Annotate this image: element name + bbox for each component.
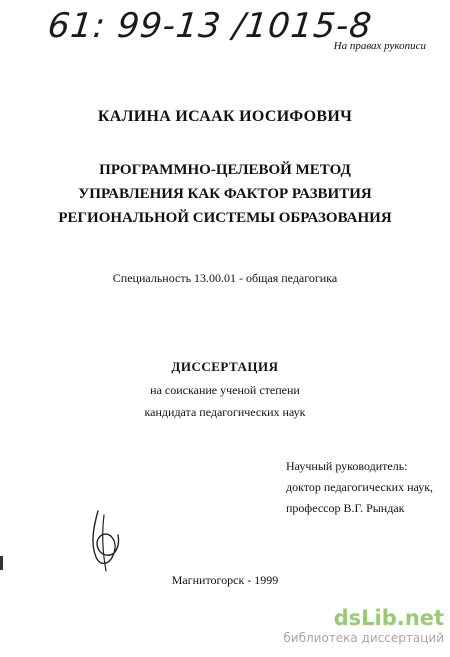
scan-edge-mark <box>0 556 3 570</box>
title-line-3: РЕГИОНАЛЬНОЙ СИСТЕМЫ ОБРАЗОВАНИЯ <box>58 210 392 226</box>
degree-block <box>0 379 450 423</box>
rights-note: На правах рукописи <box>333 40 426 52</box>
dslib-watermark <box>283 606 444 646</box>
specialty-line: Специальность 13.00.01 - общая педагогика <box>112 271 338 285</box>
supervisor-heading: Научный руководитель: <box>286 459 408 473</box>
degree-line-1: на соискание ученой степени <box>150 383 300 397</box>
author-name: КАЛИНА ИСААК ИОСИФОВИЧ <box>97 108 353 125</box>
dissertation-title <box>0 158 450 230</box>
place-and-year: Магнитогорск - 1999 <box>171 573 279 587</box>
title-line-2: УПРАВЛЕНИЯ КАК ФАКТОР РАЗВИТИЯ <box>78 186 372 202</box>
dissertation-label: ДИССЕРТАЦИЯ <box>171 359 279 374</box>
registration-number-handwritten: 61: 99-13 /1015-8 <box>45 6 375 46</box>
watermark-tagline: библиотека диссертаций <box>283 631 444 645</box>
supervisor-name: профессор В.Г. Рындак <box>286 501 405 515</box>
signature-icon <box>80 505 140 575</box>
title-line-1: ПРОГРАММНО-ЦЕЛЕВОЙ МЕТОД <box>99 162 351 178</box>
supervisor-degree: доктор педагогических наук, <box>286 480 434 494</box>
supervisor-block <box>286 456 433 519</box>
degree-line-2: кандидата педагогических наук <box>144 405 306 419</box>
watermark-logo: dsLib.net <box>333 606 444 630</box>
